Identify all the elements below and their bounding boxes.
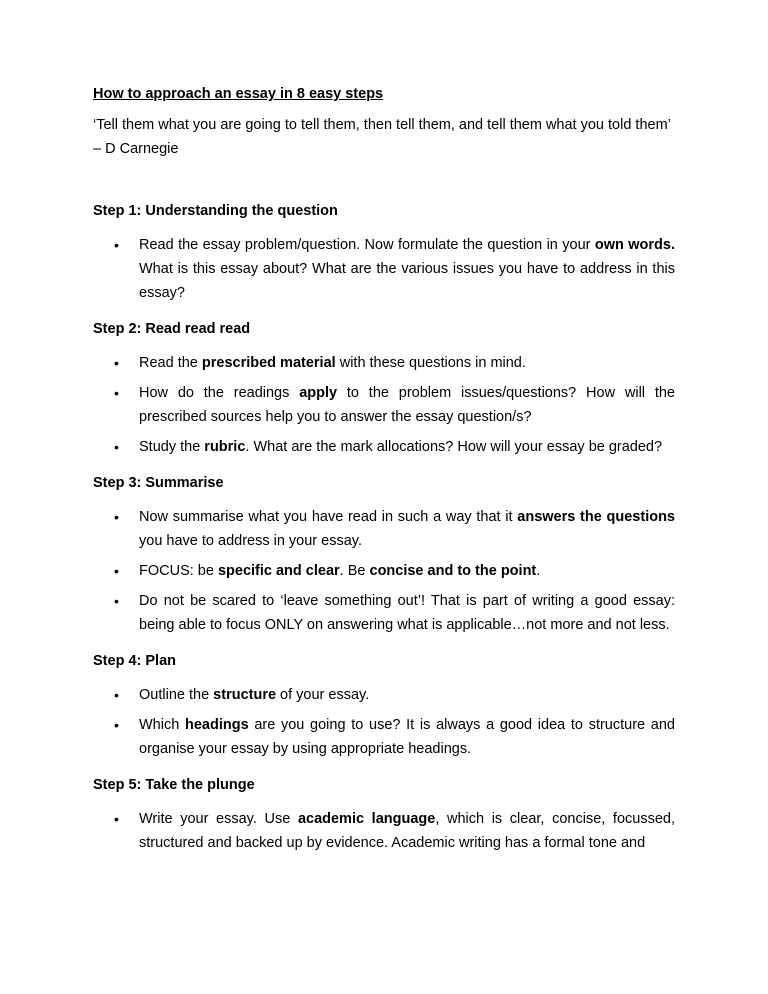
step-heading: Step 2: Read read read (93, 321, 251, 337)
bullet-icon: • (114, 563, 119, 579)
step-heading: Step 4: Plan (93, 653, 176, 669)
step-bullet-list (93, 807, 675, 855)
list-item (93, 713, 675, 761)
step-bullet-list (93, 683, 675, 761)
bullet-icon: • (114, 385, 119, 401)
text-run: Read the essay problem/question. Now formulate the question in your (139, 237, 595, 253)
text-run: , which is clear, concise, focussed, structured and backed up by evidence. Academic writing has a formal tone and (139, 811, 675, 851)
step-heading: Step 5: Take the plunge (93, 777, 255, 793)
text-run: Now summarise what you have read in such a way that it (139, 509, 518, 525)
bold-text: structure (213, 687, 277, 703)
bullet-icon: • (114, 509, 119, 525)
text-run: Which (139, 717, 185, 733)
step-heading: Step 3: Summarise (93, 475, 224, 491)
document-page (93, 82, 675, 861)
list-item (93, 807, 675, 855)
bullet-icon: • (114, 237, 119, 253)
bold-text: rubric (204, 439, 246, 455)
text-run: of your essay. (276, 687, 370, 703)
step-heading: Step 1: Understanding the question (93, 203, 338, 219)
text-run: you have to address in your essay. (139, 533, 362, 549)
text-run: . (536, 563, 541, 579)
list-item (93, 435, 675, 459)
bold-text: own words. (594, 237, 676, 253)
bold-text: headings (184, 717, 249, 733)
bullet-icon: • (114, 593, 119, 609)
text-run: with these questions in mind. (335, 355, 526, 371)
bullet-icon: • (114, 439, 119, 455)
text-run: are you going to use? It is always a good idea to structure and organise your essay by using appropriate headings. (139, 717, 675, 757)
text-run: Do not be scared to ‘leave something out’! That is part of writing a good essay: being able to focus ONLY on answering what is applicable…not more and not less. (139, 593, 675, 633)
list-item (93, 351, 675, 375)
bold-text: specific and clear (217, 563, 340, 579)
text-run: to the problem issues/questions? How will the prescribed sources help you to answer the essay question/s? (139, 385, 675, 425)
step-bullet-list (93, 233, 675, 305)
bullet-icon: • (114, 687, 119, 703)
text-run: Outline the (139, 687, 214, 703)
bullet-icon: • (114, 811, 119, 827)
text-run: How do the readings (139, 385, 300, 401)
bold-text: prescribed material (201, 355, 336, 371)
list-item (93, 381, 675, 429)
step-bullet-list (93, 505, 675, 637)
text-run: Study the (139, 439, 205, 455)
list-item (93, 559, 675, 583)
list-item (93, 683, 675, 707)
text-run: FOCUS: be (139, 563, 218, 579)
text-run: What is this essay about? What are the various issues you have to address in this essay? (139, 261, 675, 301)
bold-text: academic language (297, 811, 436, 827)
text-run: Write your essay. Use (139, 811, 298, 827)
bold-text: answers the questions (517, 509, 675, 525)
bullet-icon: • (114, 717, 119, 733)
text-run: Read the (139, 355, 202, 371)
list-item (93, 589, 675, 637)
text-run: . What are the mark allocations? How will your essay be graded? (245, 439, 663, 455)
quote: ‘Tell them what you are going to tell them, then tell them, and tell them what you told them’ – D Carnegie (93, 117, 671, 157)
step-bullet-list (93, 351, 675, 459)
bold-text: apply (299, 385, 338, 401)
document-title: How to approach an essay in 8 easy steps (93, 86, 384, 102)
list-item (93, 505, 675, 553)
steps-container (93, 199, 675, 855)
bold-text: concise and to the point (369, 563, 537, 579)
list-item (93, 233, 675, 305)
text-run: . Be (339, 563, 370, 579)
bullet-icon: • (114, 355, 119, 371)
